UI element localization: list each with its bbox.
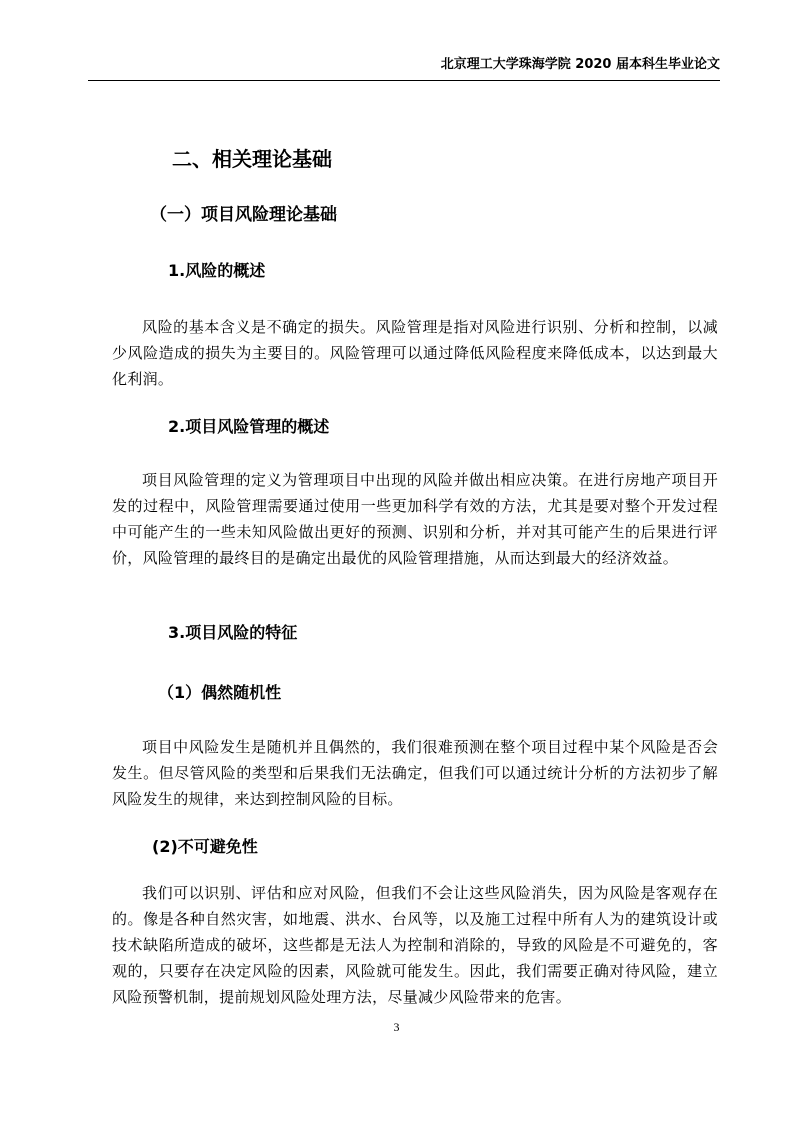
chapter-title: 二、相关理论基础 xyxy=(172,147,332,171)
running-header: 北京理工大学珠海学院 2020 届本科生毕业论文 xyxy=(440,57,720,72)
subsection-title-3: 3.项目风险的特征 xyxy=(168,623,298,642)
page-number: 3 xyxy=(393,1020,400,1034)
subsubsection-title-randomness: （1）偶然随机性 xyxy=(158,683,282,702)
header-rule xyxy=(88,80,720,81)
paragraph-randomness: 项目中风险发生是随机并且偶然的，我们很难预测在整个项目过程中某个风险是否会发生。但尽管风险的类型和后果我们无法确定，但我们可以通过统计分析的方法初步了解风险发生的规律，来达到控制风险的目标。 xyxy=(112,738,718,808)
paragraph-inevitability: 我们可以识别、评估和应对风险，但我们不会让这些风险消失，因为风险是客观存在的。像是各种自然灾害，如地震、洪水、台风等，以及施工过程中所有人为的建筑设计或技术缺陷所造成的破坏，这些都是无法人为控制和消除的，导致的风险是不可避免的，客观的，只要存在决定风险的因素，风险就可能发生。因此，我们需要正确对待风险，建立风险预警机制，提前规划风险处理方法，尽量减少风险带来的危害。 xyxy=(112,884,718,1006)
paragraph-risk-management: 项目风险管理的定义为管理项目中出现的风险并做出相应决策。在进行房地产项目开发的过程中，风险管理需要通过使用一些更加科学有效的方法，尤其是要对整个开发过程中可能产生的一些未知风险做出更好的预测、识别和分析，并对其可能产生的后果进行评价，风险管理的最终目的是确定出最优的风险管理措施，从而达到最大的经济效益。 xyxy=(112,471,718,567)
subsection-title-2: 2.项目风险管理的概述 xyxy=(168,417,330,436)
section-title: （一）项目风险理论基础 xyxy=(150,205,337,225)
paragraph-risk-overview: 风险的基本含义是不确定的损失。风险管理是指对风险进行识别、分析和控制，以减少风险造成的损失为主要目的。风险管理可以通过降低风险程度来降低成本，以达到最大化利润。 xyxy=(112,318,718,388)
subsubsection-title-inevitability: (2)不可避免性 xyxy=(152,837,258,856)
subsection-title-1: 1.风险的概述 xyxy=(168,261,266,280)
